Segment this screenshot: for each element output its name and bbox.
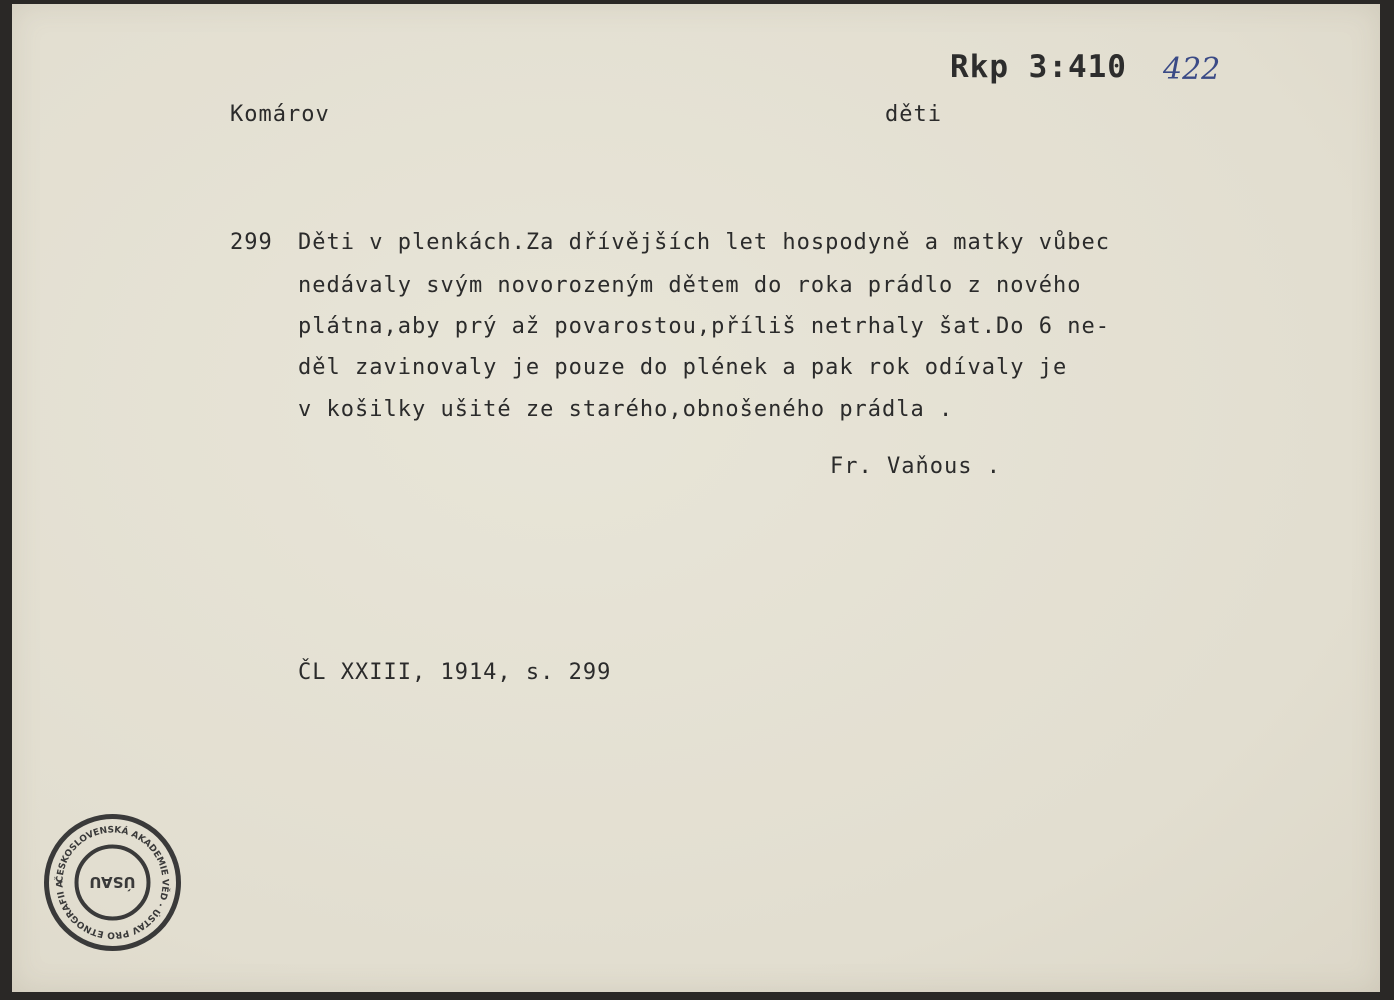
index-card bbox=[12, 4, 1380, 992]
archive-signature: Rkp 3:410 bbox=[950, 49, 1127, 85]
topic-keyword: děti bbox=[885, 102, 942, 127]
stamp-center-text: ÚSAU bbox=[89, 873, 136, 891]
institution-stamp bbox=[40, 810, 185, 955]
entry-text-line-4: děl zavinovaly je pouze do plének a pak rok odívaly je bbox=[298, 355, 1068, 380]
entry-text-line-5: v košilky ušité ze starého,obnošeného prádla . bbox=[298, 397, 954, 422]
stamp-ring-text: ČESKOSLOVENSKÁ AKADEMIE VĚD · ÚSTAV PRO ETNOGRAFII A bbox=[55, 825, 170, 940]
source-citation: ČL XXIII, 1914, s. 299 bbox=[298, 660, 612, 685]
place-name: Komárov bbox=[230, 102, 330, 127]
entry-text-line-1: Děti v plenkách.Za dřívějších let hospodyně a matky vůbec bbox=[298, 230, 1110, 255]
entry-number: 299 bbox=[230, 230, 273, 255]
entry-text-line-3: plátna,aby prý až povarostou,příliš netrhaly šat.Do 6 ne- bbox=[298, 314, 1110, 339]
handwritten-signature-number: 422 bbox=[1163, 52, 1221, 87]
entry-text-line-2: nedávaly svým novorozeným dětem do roka prádlo z nového bbox=[298, 273, 1082, 298]
author-signature: Fr. Vaňous . bbox=[830, 454, 1001, 479]
